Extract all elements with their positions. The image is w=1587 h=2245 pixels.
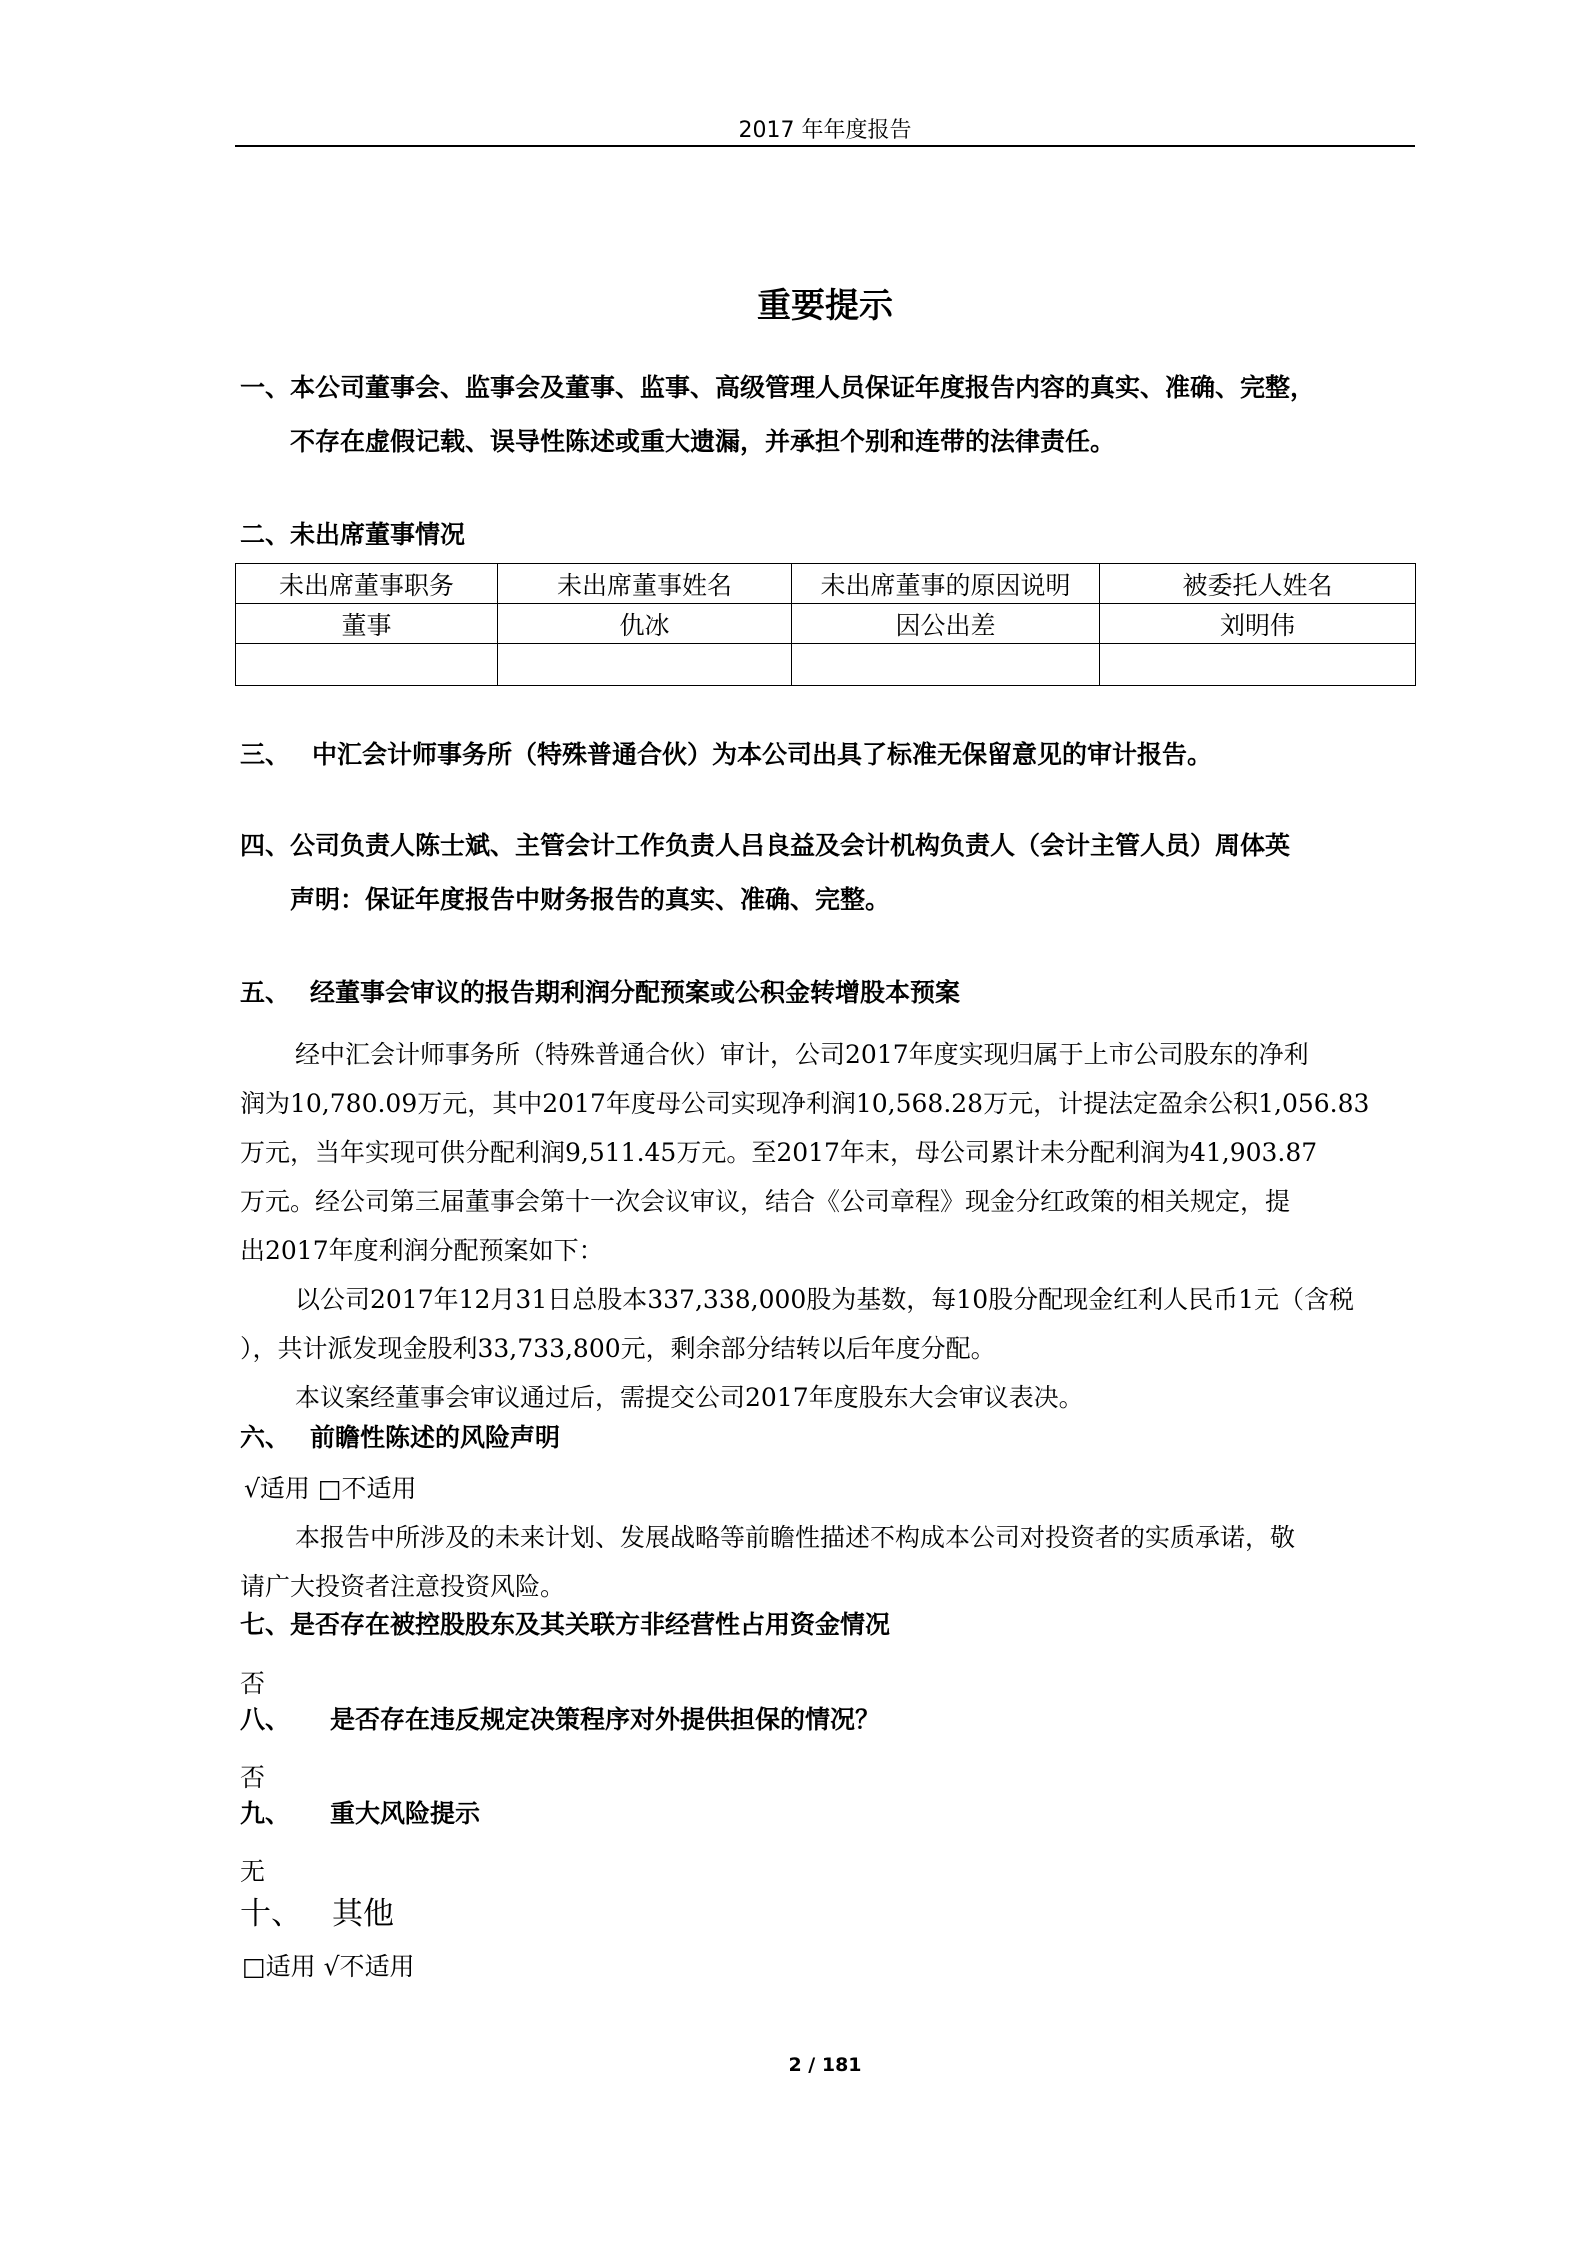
section-7-title: 是否存在被控股股东及其关联方非经营性占用资金情况	[290, 1610, 891, 1639]
page-number: 2 / 181	[788, 2054, 862, 2076]
section-6-text-1: 本报告中所涉及的未来计划、发展战略等前瞻性描述不构成本公司对投资者的实质承诺，敬	[295, 1523, 1296, 1552]
section-5-paragraph-line: 万元。经公司第三届董事会第十一次会议审议，结合《公司章程》现金分红政策的相关规定，提	[240, 1187, 1291, 1216]
table-cell: 董事	[236, 604, 498, 644]
table-row-empty	[236, 644, 1416, 686]
table-cell	[1100, 644, 1416, 686]
section-9-heading	[240, 1794, 480, 1830]
section-1-text-1: 本公司董事会、监事会及董事、监事、高级管理人员保证年度报告内容的真实、准确、完整，	[290, 373, 1316, 402]
section-8-heading	[240, 1700, 880, 1736]
section-2-heading	[240, 515, 465, 551]
section-2-title: 未出席董事情况	[290, 520, 466, 549]
table-cell: 因公出差	[792, 604, 1100, 644]
section-5-paragraph-line: 经中汇会计师事务所（特殊普通合伙）审计，公司2017年度实现归属于上市公司股东的净利	[295, 1040, 1309, 1069]
section-9-title: 重大风险提示	[330, 1799, 481, 1828]
table-header-cell: 被委托人姓名	[1100, 564, 1416, 604]
section-7-answer: 否	[240, 1669, 266, 1698]
section-4-number: 四、	[240, 831, 291, 860]
table-cell	[498, 644, 792, 686]
section-10-title: 其他	[332, 1896, 394, 1932]
section-1-text-2: 不存在虚假记载、误导性陈述或重大遗漏，并承担个别和连带的法律责任。	[290, 427, 1116, 456]
section-3-text: 中汇会计师事务所（特殊普通合伙）为本公司出具了标准无保留意见的审计报告。	[312, 740, 1213, 769]
table-header-cell: 未出席董事职务	[236, 564, 498, 604]
section-7-number: 七、	[240, 1610, 291, 1639]
table-row	[236, 604, 1416, 644]
section-9-number: 九、	[240, 1799, 291, 1828]
page-title: 重要提示	[757, 286, 893, 326]
table-header-row	[236, 564, 1416, 604]
section-5-title: 经董事会审议的报告期利润分配预案或公积金转增股本预案	[310, 978, 961, 1007]
table-cell: 刘明伟	[1100, 604, 1416, 644]
section-6-applicability: √适用 □不适用	[244, 1474, 417, 1503]
table-cell	[236, 644, 498, 686]
section-10-heading	[240, 1888, 394, 1933]
section-6-number: 六、	[240, 1423, 291, 1452]
table-cell: 仇冰	[498, 604, 792, 644]
section-6-heading	[240, 1418, 560, 1454]
section-5-number: 五、	[240, 978, 291, 1007]
section-8-answer: 否	[240, 1763, 266, 1792]
section-5-paragraph-line: 出2017年度利润分配预案如下：	[240, 1236, 604, 1265]
section-8-title: 是否存在违反规定决策程序对外提供担保的情况？	[330, 1705, 881, 1734]
section-7-heading	[240, 1605, 890, 1641]
section-1-number: 一、	[240, 373, 291, 402]
section-5-paragraph-line: 以公司2017年12月31日总股本337,338,000股为基数，每10股分配现金红利人民币1元（含税	[295, 1285, 1355, 1314]
table-cell	[792, 644, 1100, 686]
section-9-answer: 无	[240, 1857, 266, 1886]
section-4-text-1: 公司负责人陈士斌、主管会计工作负责人吕良益及会计机构负责人（会计主管人员）周体英	[290, 831, 1291, 860]
section-5-paragraph-line: 万元，当年实现可供分配利润9,511.45万元。至2017年末，母公司累计未分配利润为41,903.87	[240, 1138, 1318, 1167]
section-3-line	[240, 735, 1212, 771]
section-2-number: 二、	[240, 520, 291, 549]
section-3-number: 三、	[240, 740, 291, 769]
header-rule	[235, 145, 1415, 147]
section-5-paragraph-line: 本议案经董事会审议通过后，需提交公司2017年度股东大会审议表决。	[295, 1383, 1084, 1412]
section-4-text-2: 声明：保证年度报告中财务报告的真实、准确、完整。	[290, 885, 891, 914]
section-5-heading	[240, 973, 960, 1009]
table-header-cell: 未出席董事姓名	[498, 564, 792, 604]
section-4-line-1	[240, 826, 1290, 862]
table-header-cell: 未出席董事的原因说明	[792, 564, 1100, 604]
section-8-number: 八、	[240, 1705, 291, 1734]
section-6-text-2: 请广大投资者注意投资风险。	[240, 1572, 566, 1601]
section-10-number: 十、	[240, 1896, 302, 1932]
running-header: 2017 年年度报告	[738, 118, 912, 143]
absent-directors-table	[235, 563, 1416, 686]
section-6-title: 前瞻性陈述的风险声明	[310, 1423, 561, 1452]
section-10-applicability: □适用 √不适用	[242, 1952, 415, 1981]
section-5-paragraph-line: 润为10,780.09万元，其中2017年度母公司实现净利润10,568.28万元，计提法定盈余公积1,056.83	[240, 1089, 1370, 1118]
section-1-line-1	[240, 368, 1315, 404]
section-5-paragraph-line: ），共计派发现金股利33,733,800元，剩余部分结转以后年度分配。	[240, 1334, 996, 1363]
